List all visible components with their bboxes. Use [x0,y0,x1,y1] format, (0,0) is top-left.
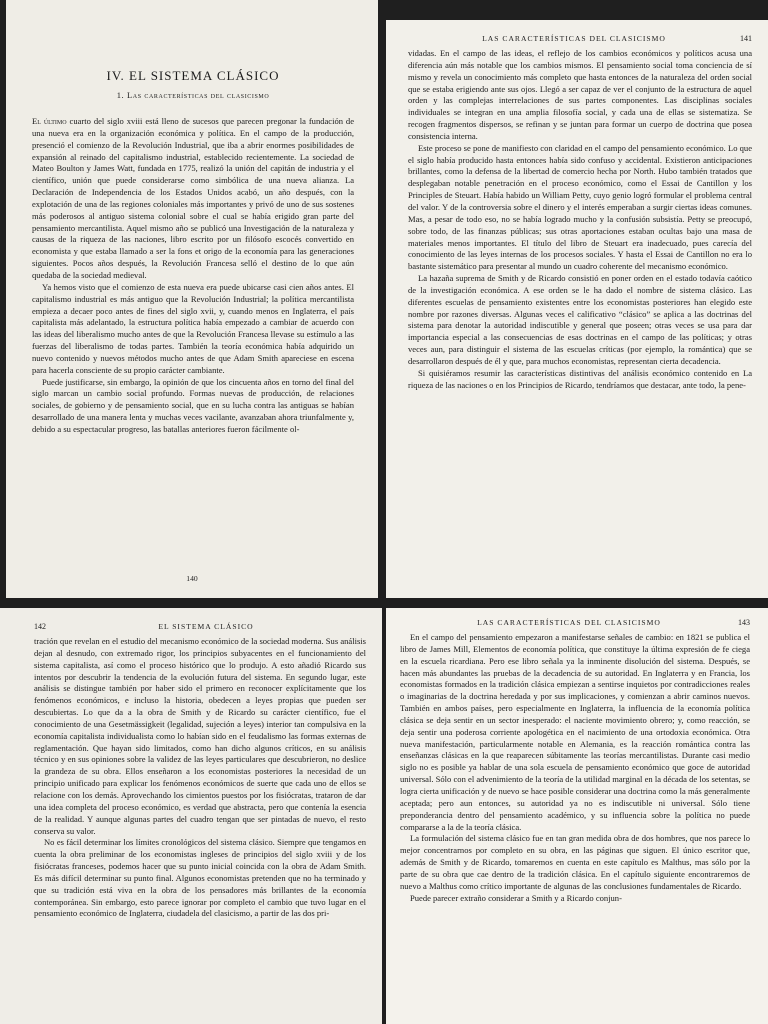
running-header [408,34,752,43]
lead-in: El último [32,116,67,126]
paragraph: La formulación del sistema clásico fue en tan gran medida obra de dos hombres, que nos parece lo mejor concentrarnos por completo en su obra, en las páginas que siguen. El único escritor que, además de Smith y de Ricardo, tomaremos en cuenta en este capítulo es Malthus, mas sólo por la parte de su obra que cae dentro de la tradición clásica. En el capítulo siguiente encontraremos de nuevo a Malthus como crítico importante de algunas de las conclusiones fundamentales de Ricardo. [400,833,750,891]
running-header [400,618,750,627]
running-head-title: LAS CARACTERÍSTICAS DEL CLASICISMO [477,618,661,627]
book-page-141 [386,20,768,598]
paragraph: En el campo del pensamiento empezaron a manifestarse señales de cambio: en 1821 se publica el libro de James Mill, Elementos de economía política, que constituye la última expresión de fe ciega en la escuela ricardiana. Pero ese libro señala ya la inminente disolución del sistema. Después, se hacen más abundantes las pruebas de la decadencia de su autoridad. En Inglaterra y en Francia, los economistas formados en la tradición clásica empiezan a sentirse inquietos por contradicciones reales o imaginarias de la doctrina heredada y por sus implicaciones, y comienzan a abrir caminos nuevos. También en ambos países, pero especialmente en Inglaterra, la influencia de la economía política clásica se deja sentir en un sector inesperado: el naciente movimiento obrero; y, como reacción, se deja sentir una poderosa corriente apologética en el nacimiento de una ortodoxia económica. Otra nueva manifestación, particularmente notable en Alemania, es la reacción romántica contra las enseñanzas clásicas en la que reaparecen súbitamente las teorías mercantilistas. Durante casi medio siglo no es posible ya hablar de una sola escuela de pensamiento económico que goce de autoridad universal. Sólo con el advenimiento de la teoría de la utilidad marginal en la década de los setentas, se logra cierta unificación y de nuevo se hace posible considerar una doctrina como la más generalmente aceptada; pero aun entonces, su autoridad ya no es indiscutible ni universal. Sólo tiene preponderancia dentro del pensamiento académico, y su influencia sobre la política no puede compararse a la de la teoría clásica. [400,632,750,832]
book-page-140 [6,0,378,598]
paragraph: Puede justificarse, sin embargo, la opinión de que los cincuenta años en torno del final del siglo marcan un cambio social profundo. Formas nuevas de producción, de relaciones sociales, de gobierno y de pensamiento social, que en su lucha contra las antiguas se habían desarrollado de una manera lenta y muchas veces vacilante, avanzaban ahora triunfalmente y, debido a su espectacular progreso, las batallas anteriores fueron fácilmente ol- [32,376,354,434]
running-head-title: LAS CARACTERÍSTICAS DEL CLASICISMO [482,34,666,43]
page-number: 141 [740,34,752,43]
chapter-title: IV. EL SISTEMA CLÁSICO [106,68,280,83]
paragraph: Puede parecer extraño considerar a Smith y a Ricardo conjun- [410,892,622,903]
running-head-title: EL SISTEMA CLÁSICO [158,622,254,631]
page-number: 143 [738,618,750,627]
paragraph: tración que revelan en el estudio del mecanismo económico de la sociedad moderna. Sus análisis dejan al desnudo, con extremado rigor, los principios subyacentes en el funcionamiento del sistema capitalista, así como el proceso histórico que lo produjo. A esto añadió Ricardo sus intentos por descubrir la tendencia de la evolución futura del sistema. En segundo lugar, este análisis se distingue también por haber sido el primero en reconocer explícitamente que los fenómenos económicos, e incluso la historia, obedecen a leyes propias que pueden ser descubiertas. Lo que da a la obra de Smith y de Ricardo su carácter científico, fue el conocimiento de una Gesetmässigkeit (legalidad, sujeción a leyes) interior tan compulsiva en la economía capitalista individualista como lo habían sido en el feudalismo las formas externas de reglamentación. Que hayan sido limitados, como han dicho algunos críticos, en su análisis técnico y en sus opiniones sobre la validez de las leyes particulares que descubrieron, no deslice la grandeza de su obra. Ellos enseñaron a los economistas posteriores la necesidad de un principio unificado para explicar los fenómenos económicos de suerte que cada uno de ellos se relacione con los demás. Aprovechando los cimientos puestos por los fisiócratas, trataron de dar una idea completa del proceso económico, es verdad que abstracta, pero que contenía la esencia de la realidad. Y aunque algunas partes del cuadro tengan que ser pintadas de nuevo, el resto conserva su valor. [34,636,366,836]
page-folio: 140 [186,574,198,583]
paragraph: La hazaña suprema de Smith y de Ricardo consistió en poner orden en el estado todavía caótico de la investigación económica. A ese orden se le ha dado el nombre de sistema clásico. Las diferentes escuelas de pensamiento existentes entre los economistas posteriores han elegido este nombre por razones diversas. Algunas veces el calificativo “clásico” se aplica a las doctrinas del sistema para denotar la autoridad indiscutible y general que poseen; otras veces se usa para dar importancia especial a las consecuencias de esas doctrinas en el campo de las políticas; y otras veces aun, para distinguir el sistema de las escuelas críticas (por ejemplo, la romántica) que se desarrollaron después de él y que, para muchos economistas, representan cierta decadencia. [408,273,752,366]
section-title: 1. Las características del clasicismo [116,90,270,100]
paragraph: vidadas. En el campo de las ideas, el reflejo de los cambios económicos y políticos acusa una diferencia aún más notable que los cambios mismos. El pensamiento social toma conciencia de sí mismo y revela un conocimiento más completo que hasta entonces de la naturaleza del orden social que se estaba erigiendo ante sus ojos. Llegó a ser capaz de ver el conjunto de la estructura de aquel orden y las complejas interrelaciones de sus partes componentes. Las disciplinas sociales individuales se integran en una amplia filosofía social, y cada una de ellas se sistematiza. Se recogen fragmentos dispersos, se refinan y se juntan para formar un cuerpo de doctrina que posea consistencia interna. [408,48,752,141]
paragraph: Este proceso se pone de manifiesto con claridad en el campo del pensamiento económico. Lo que el siglo había producido hasta entonces había sido confuso y accidental. Existieron anticipaciones brillantes, como la defensa de la libertad de comercio hecha por North. Hubo también tratados que desplegaban notable penetración en el proceso económico, como el Essai de Cantillon y los Principles de Steuart. Había habido un William Petty, cuyo genio logró formular el problema central del valor. Y de la controversia sobre el dinero y el interés emperaban a surgir ciertas ideas comunes. Mas, a pesar de todo eso, no se había logrado mucho y la confusión subsistía. Petty se preocupó, sobre todo, de las finanzas públicas; sus otras aportaciones estaban ocultas bajo una masa de materiales menos importantes. El título del libro de Steuart era inadecuado, pues carecía del conocimiento de las leyes internas de los procesos sociales. Y hasta el Essai de Cantillon no era lo bastante sistemático para presentar al mundo un cuadro coherente del mecanismo económico. [408,142,752,272]
book-page-143 [386,608,768,1024]
running-header [34,622,366,631]
paragraph-text: cuarto del siglo xviii está lleno de sucesos que parecen pregonar la fundación de una nueva era en la organización económica y política. En el campo de la producción, presenció el comienzo de la Revolución Industrial, que iba a abrir enormes posibilidades de expansión al reinado del capitalismo industrial, establecido recientemente. La sociedad de Mateo Boulton y James Watt, fundada en 1775, realizó la unión del capitán de industria y el científico, unión que puede considerarse como simbólica de una nueva alianza. La Declaración de Independencia de los Estados Unidos acabó, un año después, con la explotación de una de las regiones coloniales más importantes y privó de uno de sus sostenes más poderosos al antiguo sistema colonial sobre el cual se había erigido gran parte del pensamiento mercantilista. Aquel mismo año se publicó una Investigación de la naturaleza y causas de la riqueza de las naciones, libro escrito por un filósofo escocés convertido en economista y que estaba llamado a ser la fons et origo de la economía para las generaciones siguientes. Pocos años después, la Revolución Francesa selló el destino de lo que aún quedaba de la sociedad medieval. [32,116,354,280]
book-page-142 [0,608,382,1024]
paragraph: No es fácil determinar los límites cronológicos del sistema clásico. Siempre que tengamos en cuenta la obra preliminar de los economistas ingleses de principios del siglo xviii y de los fisiócratas franceses, podemos hacer que su punto inicial coincida con la obra de Adam Smith. Es más difícil determinar su punto final. Algunos economistas pretenden que no ha terminado y que su tradición está viva en la obra de los pensadores más brillantes de la economía contemporánea. Sin embargo, esto parece ignorar por completo el cambio que tuvo lugar en el pensamiento económico de Inglaterra, ciudadela del clasicismo, a partir de las dos pri- [34,837,366,919]
paragraph [32,116,354,282]
paragraph: Si quisiéramos resumir las características distintivas del análisis económico contenido en La riqueza de las naciones o en los Principios de Ricardo, tendríamos que destacar, ante todo, la pene- [408,367,752,390]
paragraph: Ya hemos visto que el comienzo de esta nueva era puede ubicarse casi cien años antes. El capitalismo industrial es más antiguo que la Revolución Industrial; la política mercantilista empieza a decaer poco antes de fines del siglo xvii, y, cuando menos en Inglaterra, el país capitalista más adelantado, la estructura política había empezado a cambiar de acuerdo con las ideas del liberalismo mucho antes de que la Revolución Francesa llevase su estímulo a las fuerzas del liberalismo de todas partes. También la teoría económica había adquirido un nuevo contenido y nuevos métodos mucho antes de que Adam Smith apareciese en escena para hacerla consciente de su propio carácter cambiante. [32,281,354,375]
page-number: 142 [34,622,46,631]
